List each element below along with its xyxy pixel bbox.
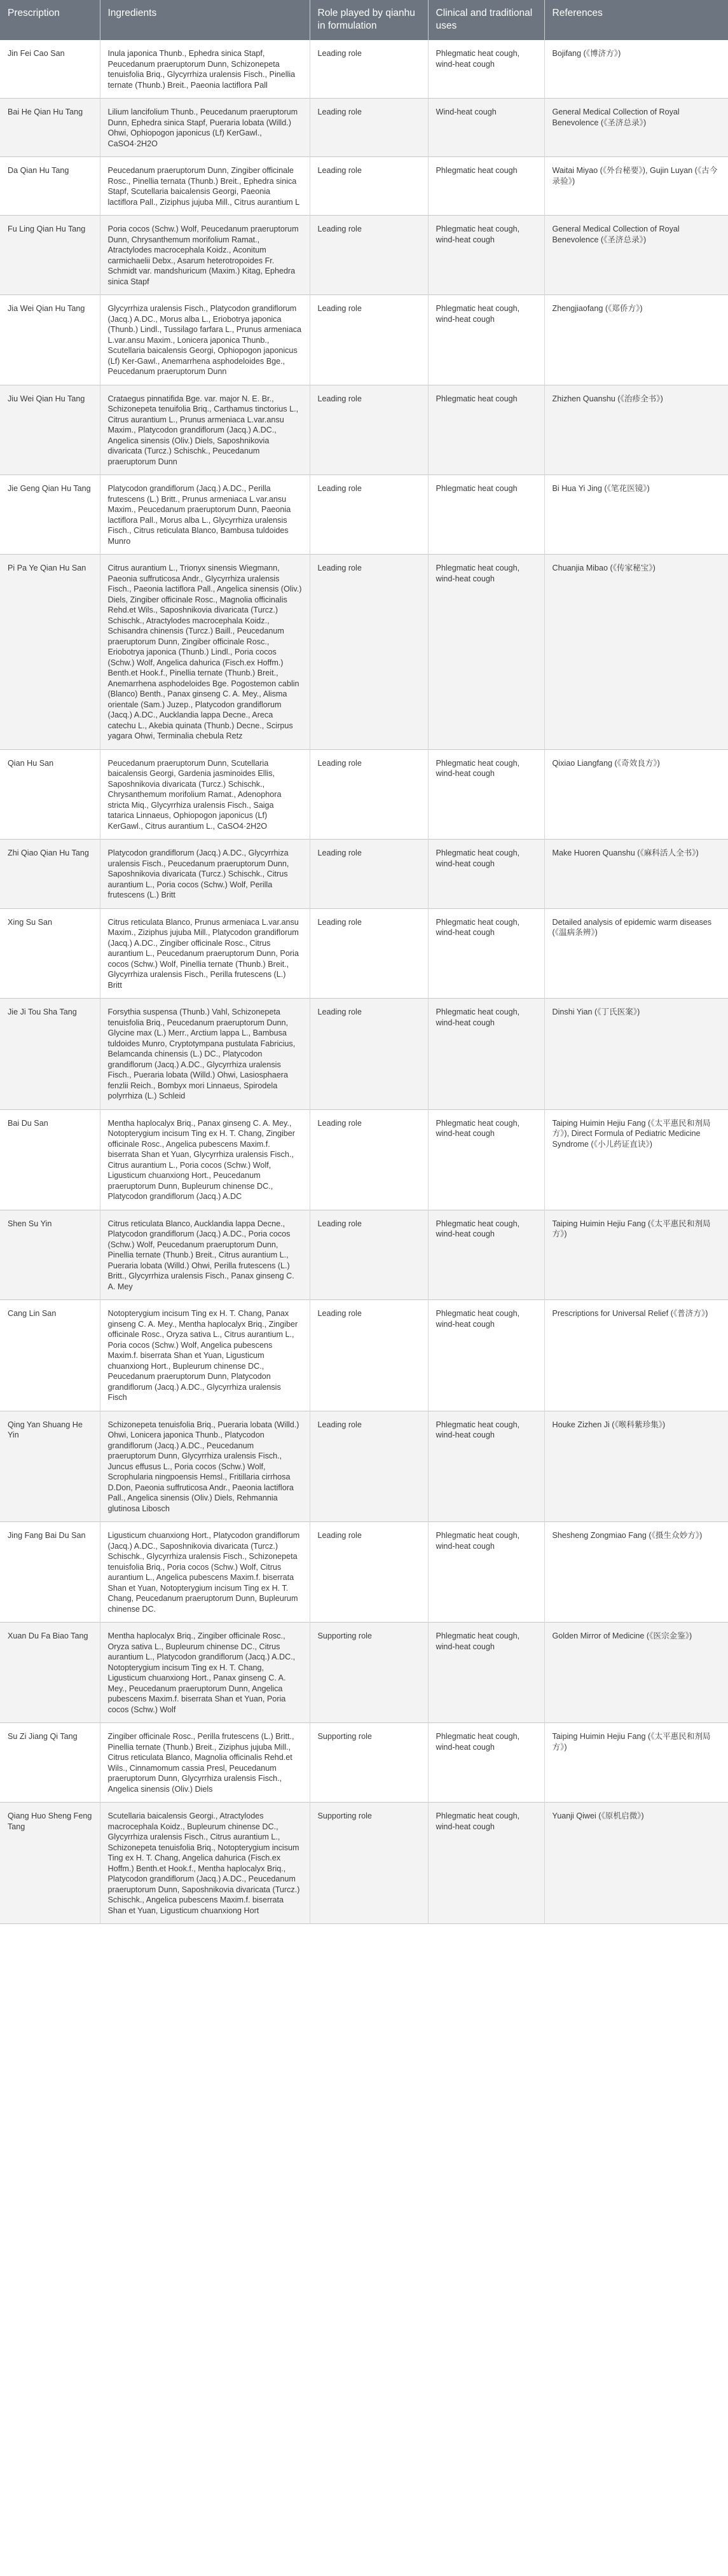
- cell-role: Leading role: [310, 40, 428, 99]
- cell-role: Leading role: [310, 99, 428, 157]
- cell-prescription: Qian Hu San: [8, 758, 54, 768]
- cell-reference: Dinshi Yian (《丁氏医案》): [544, 999, 728, 1110]
- cell-prescription: Xing Su San: [8, 917, 53, 927]
- cell-reference: Chuanjia Mibao (《传家秘宝》): [544, 555, 728, 750]
- cell-uses: Phlegmatic heat cough, wind-heat cough: [428, 1300, 544, 1411]
- cell-role: Supporting role: [310, 1723, 428, 1803]
- cell-ingredients: Ligusticum chuanxiong Hort., Platycodon grandiflorum (Jacq.) A.DC., Saposhnikovia divaricata (Turcz.) Schischk., Glycyrrhiza uralensis Fisch., Schizonepeta tenuisfolia Briq., Poria cocos (Schw.) Wolf, Citrus aurantium L., Angelica pubescens Maxim.f. biserrata Shan et Yuan, Notopterygium incisum Ting ex H. T. Chang, Peucedanum praeruptorum Dunn, Bupleurum chinense DC.: [100, 1522, 310, 1623]
- table-row: [0, 1109, 728, 1210]
- cell-reference: Yuanji Qiwei (《原机启微》): [544, 1803, 728, 1924]
- table-row: [0, 475, 728, 555]
- cell-uses: Phlegmatic heat cough, wind-heat cough: [428, 555, 544, 750]
- cell-reference: General Medical Collection of Royal Benevolence (《圣济总录》): [544, 99, 728, 157]
- cell-ingredients: Platycodon grandiflorum (Jacq.) A.DC., Perilla frutescens (L.) Britt., Prunus armeniaca L.var.ansu Maxim., Peucedanum praeruptorum Dunn, Paeonia lactiflora Pall., Morus alba L., Glycyrrhiza uralensis Fisch., Citrus reticulata Blanco, Bambusa tuldoides Munro: [100, 475, 310, 555]
- cell-role: Leading role: [310, 840, 428, 909]
- table-row: [0, 1411, 728, 1522]
- cell-role: Leading role: [310, 1522, 428, 1623]
- cell-prescription: Jin Fei Cao San: [8, 49, 65, 58]
- cell-ingredients: Mentha haplocalyx Briq., Zingiber officinale Rosc., Oryza sativa L., Bupleurum chinense DC., Citrus aurantium L., Platycodon grandiflorum (Jacq.) A.DC., Notopterygium incisum Ting ex H. T. Chang, Ligusticum chuanxiong Hort., Panax ginseng C. A. Mey., Peucedanum praeruptorum Dunn, Angelica pubescens Maxim.f. biserrata Shan et Yuan, Poria cocos (Schw.) Wolf: [100, 1623, 310, 1723]
- cell-reference: Detailed analysis of epidemic warm diseases (《温病条辨》): [544, 908, 728, 999]
- cell-role: Leading role: [310, 1411, 428, 1522]
- cell-ingredients: Inula japonica Thunb., Ephedra sinica Stapf, Peucedanum praeruptorum Dunn, Schizonepeta tenuisfolia Briq., Glycyrrhiza uralensis Fisch., Pinellia ternate (Thunb.) Breit., Paeonia lactiflora Pall: [100, 40, 310, 99]
- cell-reference: General Medical Collection of Royal Benevolence (《圣济总录》): [544, 216, 728, 295]
- table-row: [0, 1623, 728, 1723]
- cell-reference: Bojifang (《博济方》): [544, 40, 728, 99]
- cell-prescription: Qing Yan Shuang He Yin: [0, 1411, 100, 1522]
- cell-uses: Phlegmatic heat cough: [428, 157, 544, 216]
- cell-prescription: Zhi Qiao Qian Hu Tang: [0, 840, 100, 909]
- cell-uses: Wind-heat cough: [428, 99, 544, 157]
- cell-role: Leading role: [310, 749, 428, 840]
- cell-prescription: Jie Ji Tou Sha Tang: [0, 999, 100, 1110]
- cell-uses: Phlegmatic heat cough, wind-heat cough: [428, 840, 544, 909]
- cell-role: Leading role: [310, 555, 428, 750]
- cell-reference: Make Huoren Quanshu (《麻科活人全书》): [544, 840, 728, 909]
- cell-reference: Prescriptions for Universal Relief (《普济方》): [544, 1300, 728, 1411]
- cell-role: Supporting role: [310, 1803, 428, 1924]
- cell-prescription: Pi Pa Ye Qian Hu San: [0, 555, 100, 750]
- cell-reference: Taiping Huimin Hejiu Fang (《太平惠民和剂局方》): [544, 1210, 728, 1300]
- cell-reference: Shesheng Zongmiao Fang (《摄生众妙方》): [544, 1522, 728, 1623]
- cell-reference: Zhizhen Quanshu (《治疹全书》): [544, 385, 728, 475]
- cell-uses: Phlegmatic heat cough, wind-heat cough: [428, 1522, 544, 1623]
- cell-role: Leading role: [310, 475, 428, 555]
- cell-ingredients: Notopterygium incisum Ting ex H. T. Chang, Panax ginseng C. A. Mey., Mentha haplocalyx Briq., Zingiber officinale Rosc., Oryza sativa L., Citrus aurantium L., Poria cocos (Schw.) Wolf, Angelica pubescens Maxim.f. biserrata Shan et Yuan, Ligusticum chuanxiong Hort., Bupleurum chinense DC., Peucedanum praeruptorum Dunn, Platycodon grandiflorum (Jacq.) A.DC., Glycyrrhiza uralensis Fisch: [100, 1300, 310, 1411]
- cell-ingredients: Lilium lancifolium Thunb., Peucedanum praeruptorum Dunn, Ephedra sinica Stapf, Pueraria lobata (Willd.) Ohwi, Ophiopogon japonicus (Lf) KerGawl., CaSO4·2H2O: [100, 99, 310, 157]
- cell-ingredients: Mentha haplocalyx Briq., Panax ginseng C. A. Mey., Notopterygium incisum Ting ex H. T. Chang, Zingiber officinale Rosc., Angelica pubescens Maxim.f. biserrata Shan et Yuan, Glycyrrhiza uralensis Fisch., Citrus aurantium L., Poria cocos (Schw.) Wolf, Ligusticum chuanxiong Hort., Peucedanum praeruptorum Dunn, Bupleurum chinense DC., Platycodon grandiflorum (Jacq.) A.DC: [100, 1109, 310, 1210]
- cell-uses: Phlegmatic heat cough, wind-heat cough: [428, 999, 544, 1110]
- cell-reference: Golden Mirror of Medicine (《医宗金鉴》): [544, 1623, 728, 1723]
- cell-ingredients: Schizonepeta tenuisfolia Briq., Pueraria lobata (Willd.) Ohwi, Lonicera japonica Thunb., Platycodon grandiflorum (Jacq.) A.DC., Peucedanum praeruptorum Dunn, Glycyrrhiza uralensis Fisch., Juncus effusus L., Poria cocos (Schw.) Wolf, Scrophularia ningpoensis Hemsl., Fritillaria cirrhosa D.Don, Paeonia suffruticosa Andr., Paeonia lactiflora Pall., Angelica sinensis (Oliv.) Diels, Rehmannia glutinosa Libosch: [100, 1411, 310, 1522]
- cell-prescription: Shen Su Yin: [0, 1210, 100, 1300]
- cell-prescription: Jia Wei Qian Hu Tang: [8, 304, 85, 313]
- cell-ingredients: Citrus aurantium L., Trionyx sinensis Wiegmann, Paeonia suffruticosa Andr., Glycyrrhiza uralensis Fisch., Paeonia lactiflora Pall., Angelica sinensis (Oliv.) Diels, Zingiber officinale Rosc., Magnolia officinalis Rehd.et Wils., Saposhnikovia divaricata (Turcz.) Schischk., Atractylodes macrocephala Koidz., Schisandra chinensis (Turcz.) Baill., Peucedanum praeruptorum Dunn, Zingiber officinale Rosc., Eriobotrya japonica (Thunb.) Lindl., Poria cocos (Schw.) Wolf, Angelica dahurica (Fisch.ex Hoffm.) Benth.et Hook.f., Pinellia ternate (Thunb.) Breit., Anemarrhena asphodeloides Bge. Pogostemon cablin (Blanco) Benth., Panax ginseng C. A. Mey., Alisma orientale (Sam.) Juzep., Platycodon grandiflorum (Jacq.) A.DC., Aucklandia lappa Decne., Areca catechu L., Akebia quinata (Thunb.) Decne., Scirpus yagara Ohwi, Terminalia chebula Retz: [100, 555, 310, 750]
- table-row: [0, 1300, 728, 1411]
- table-row: [0, 1803, 728, 1924]
- cell-ingredients: Citrus reticulata Blanco, Prunus armeniaca L.var.ansu Maxim., Ziziphus jujuba Mill., Platycodon grandiflorum (Jacq.) A.DC., Zingiber officinale Rosc., Citrus aurantium L., Peucedanum praeruptorum Dunn, Poria cocos (Schw.) Wolf, Pinellia ternate (Thunb.) Breit., Glycyrrhiza uralensis Fisch., Perilla frutescens (L.) Britt: [100, 908, 310, 999]
- cell-ingredients: Peucedanum praeruptorum Dunn, Zingiber officinale Rosc., Pinellia ternata (Thunb.) Breit., Ephedra sinica Stapf, Scutellaria baicalensis Georgi, Paeonia lactiflora Pall., Ziziphus jujuba Mill., Citrus aurantium L: [100, 157, 310, 216]
- cell-role: Leading role: [310, 1300, 428, 1411]
- cell-prescription: Jie Geng Qian Hu Tang: [8, 484, 91, 493]
- cell-ingredients: Poria cocos (Schw.) Wolf, Peucedanum praeruptorum Dunn, Chrysanthemum morifolium Ramat., Atractylodes macrocephala Koidz., Aconitum carmichaelii Debx., Asarum heterotropoides Fr. Schmidt var. mandshuricum (Maxim.) Kitag, Ephedra sinica Stapf: [100, 216, 310, 295]
- cell-uses: Phlegmatic heat cough, wind-heat cough: [428, 1723, 544, 1803]
- cell-reference: Taiping Huimin Hejiu Fang (《太平惠民和剂局方》), Direct Formula of Pediatric Medicine Syndrome (《小儿药证直诀》): [544, 1109, 728, 1210]
- table-row: [0, 999, 728, 1110]
- cell-reference: Zhengjiaofang (《郑侨方》): [544, 295, 728, 385]
- table-row: [0, 216, 728, 295]
- header-prescription: Prescription: [0, 0, 100, 40]
- table-row: [0, 1723, 728, 1803]
- cell-ingredients: Platycodon grandiflorum (Jacq.) A.DC., Glycyrrhiza uralensis Fisch., Peucedanum praeruptorum Dunn, Saposhnikovia divaricata (Turcz.) Schischk., Citrus aurantium L., Poria cocos (Schw.) Wolf, Perilla frutescens (L.) Britt: [100, 840, 310, 909]
- cell-ingredients: Citrus reticulata Blanco, Aucklandia lappa Decne., Platycodon grandiflorum (Jacq.) A.DC., Poria cocos (Schw.) Wolf, Peucedanum praeruptorum Dunn, Pinellia ternate (Thunb.) Breit., Citrus aurantium L., Pueraria lobata (Willd.) Ohwi, Perilla frutescens (L.) Britt., Glycyrrhiza uralensis Fisch., Panax ginseng C. A. Mey: [100, 1210, 310, 1300]
- cell-uses: Phlegmatic heat cough, wind-heat cough: [428, 1109, 544, 1210]
- cell-prescription: Su Zi Jiang Qi Tang: [8, 1732, 78, 1741]
- table-row: [0, 295, 728, 385]
- cell-uses: Phlegmatic heat cough, wind-heat cough: [428, 1210, 544, 1300]
- table-row: [0, 1522, 728, 1623]
- header-references: References: [544, 0, 728, 40]
- cell-role: Leading role: [310, 216, 428, 295]
- header-role: Role played by qianhu in formulation: [310, 0, 428, 40]
- cell-role: Leading role: [310, 157, 428, 216]
- cell-reference: Houke Zizhen Ji (《喉科紫珍集》): [544, 1411, 728, 1522]
- cell-role: Leading role: [310, 999, 428, 1110]
- cell-prescription: Bai He Qian Hu Tang: [0, 99, 100, 157]
- table-row: [0, 908, 728, 999]
- cell-prescription: Cang Lin San: [8, 1309, 57, 1318]
- cell-uses: Phlegmatic heat cough, wind-heat cough: [428, 1803, 544, 1924]
- cell-prescription: Xuan Du Fa Biao Tang: [0, 1623, 100, 1723]
- cell-role: Supporting role: [310, 1623, 428, 1723]
- cell-ingredients: Scutellaria baicalensis Georgi., Atractylodes macrocephala Koidz., Bupleurum chinense DC., Glycyrrhiza uralensis Fisch., Citrus aurantium L., Schizonepeta tenuisfolia Briq., Notopterygium incisum Ting ex H. T. Chang, Angelica dahurica (Fisch.ex Hoffm.) Benth.et Hook.f., Mentha haplocalyx Briq., Platycodon grandiflorum (Jacq.) A.DC., Peucedanum praeruptorum Dunn, Saposhnikovia divaricata (Turcz.) Schischk., Angelica pubescens Maxim.f. biserrata Shan et Yuan, Ligusticum chuanxiong Hort: [100, 1803, 310, 1924]
- table-row: [0, 385, 728, 475]
- cell-prescription: Qiang Huo Sheng Feng Tang: [0, 1803, 100, 1924]
- table-header: [0, 0, 728, 40]
- cell-reference: Waitai Miyao (《外台秘要》), Gujin Luyan (《古今录验》): [544, 157, 728, 216]
- cell-uses: Phlegmatic heat cough, wind-heat cough: [428, 908, 544, 999]
- cell-ingredients: Crataegus pinnatifida Bge. var. major N. E. Br., Schizonepeta tenuifolia Briq., Carthamus tinctorius L., Citrus aurantium L., Prunus armeniaca L.var.ansu Maxim., Platycodon grandiflorum (Jacq.) A.DC., Angelica sinensis (Oliv.) Diels, Saposhnikovia divaricata (Turcz.) Schischk., Peucedanum praeruptorum Dunn: [100, 385, 310, 475]
- cell-role: Leading role: [310, 295, 428, 385]
- cell-uses: Phlegmatic heat cough, wind-heat cough: [428, 749, 544, 840]
- cell-reference: Bi Hua Yi Jing (《笔花医镜》): [544, 475, 728, 555]
- cell-prescription: Fu Ling Qian Hu Tang: [0, 216, 100, 295]
- cell-uses: Phlegmatic heat cough, wind-heat cough: [428, 1411, 544, 1522]
- cell-reference: Qixiao Liangfang (《奇效良方》): [544, 749, 728, 840]
- table-row: [0, 40, 728, 99]
- cell-prescription: Jiu Wei Qian Hu Tang: [0, 385, 100, 475]
- cell-prescription: Bai Du San: [8, 1118, 48, 1128]
- cell-uses: Phlegmatic heat cough, wind-heat cough: [428, 295, 544, 385]
- cell-role: Leading role: [310, 385, 428, 475]
- cell-role: Leading role: [310, 1210, 428, 1300]
- header-row: [0, 0, 728, 40]
- cell-uses: Phlegmatic heat cough, wind-heat cough: [428, 1623, 544, 1723]
- table-row: [0, 157, 728, 216]
- table-row: [0, 749, 728, 840]
- table-body: [0, 40, 728, 1924]
- table-row: [0, 555, 728, 750]
- cell-prescription: Da Qian Hu Tang: [8, 166, 69, 175]
- header-uses: Clinical and traditional uses: [428, 0, 544, 40]
- header-ingredients: Ingredients: [100, 0, 310, 40]
- cell-reference: Taiping Huimin Hejiu Fang (《太平惠民和剂局方》): [544, 1723, 728, 1803]
- cell-ingredients: Zingiber officinale Rosc., Perilla frutescens (L.) Britt., Pinellia ternate (Thunb.) Breit., Ziziphus jujuba Mill., Citrus reticulata Blanco, Magnolia officinalis Rehd.et Wils., Cinnamomum cassia Presl, Peucedanum praeruptorum Dunn, Glycyrrhiza uralensis Fisch., Angelica sinensis (Oliv.) Diels: [100, 1723, 310, 1803]
- table-row: [0, 1210, 728, 1300]
- cell-uses: Phlegmatic heat cough: [428, 385, 544, 475]
- cell-role: Leading role: [310, 1109, 428, 1210]
- cell-ingredients: Forsythia suspensa (Thunb.) Vahl, Schizonepeta tenuisfolia Briq., Peucedanum praeruptorum Dunn, Glycine max (L.) Merr., Arctium lappa L., Bambusa tuldoides Munro, Cryptotympana pustulata Fabricius, Belamcanda chinensis (L.) DC., Platycodon grandiflorum (Jacq.) A.DC., Glycyrrhiza uralensis Fisch., Pueraria lobata (Willd.) Ohwi, Lasiosphaera fenzlii Reich., Bombyx mori Linnaeus, Spirodela polyrrhiza (L.) Schleid: [100, 999, 310, 1110]
- cell-uses: Phlegmatic heat cough, wind-heat cough: [428, 216, 544, 295]
- cell-ingredients: Peucedanum praeruptorum Dunn, Scutellaria baicalensis Georgi, Gardenia jasminoides Ellis, Saposhnikovia divaricata (Turcz.) Schischk., Chrysanthemum morifolium Ramat., Adenophora stricta Miq., Glycyrrhiza uralensis Fisch., Saiga tatarica Linnaeus, Ophiopogon japonicus (Lf) KerGawl., Citrus aurantium L., CaSO4·2H2O: [100, 749, 310, 840]
- cell-role: Leading role: [310, 908, 428, 999]
- cell-uses: Phlegmatic heat cough: [428, 475, 544, 555]
- cell-ingredients: Glycyrrhiza uralensis Fisch., Platycodon grandiflorum (Jacq.) A.DC., Morus alba L., Eriobotrya japonica (Thunb.) Lindl., Tussilago farfara L., Prunus armeniaca L.var.ansu Maxim., Lonicera japonica Thunb., Scutellaria baicalensis Georgi, Ophiopogon japonicus (Lf) Ker-Gawl., Anemarrhena asphodeloides Bge., Peucedanum praeruptorum Dunn: [100, 295, 310, 385]
- cell-prescription: Jing Fang Bai Du San: [8, 1531, 86, 1540]
- cell-uses: Phlegmatic heat cough, wind-heat cough: [428, 40, 544, 99]
- table-row: [0, 840, 728, 909]
- table-row: [0, 99, 728, 157]
